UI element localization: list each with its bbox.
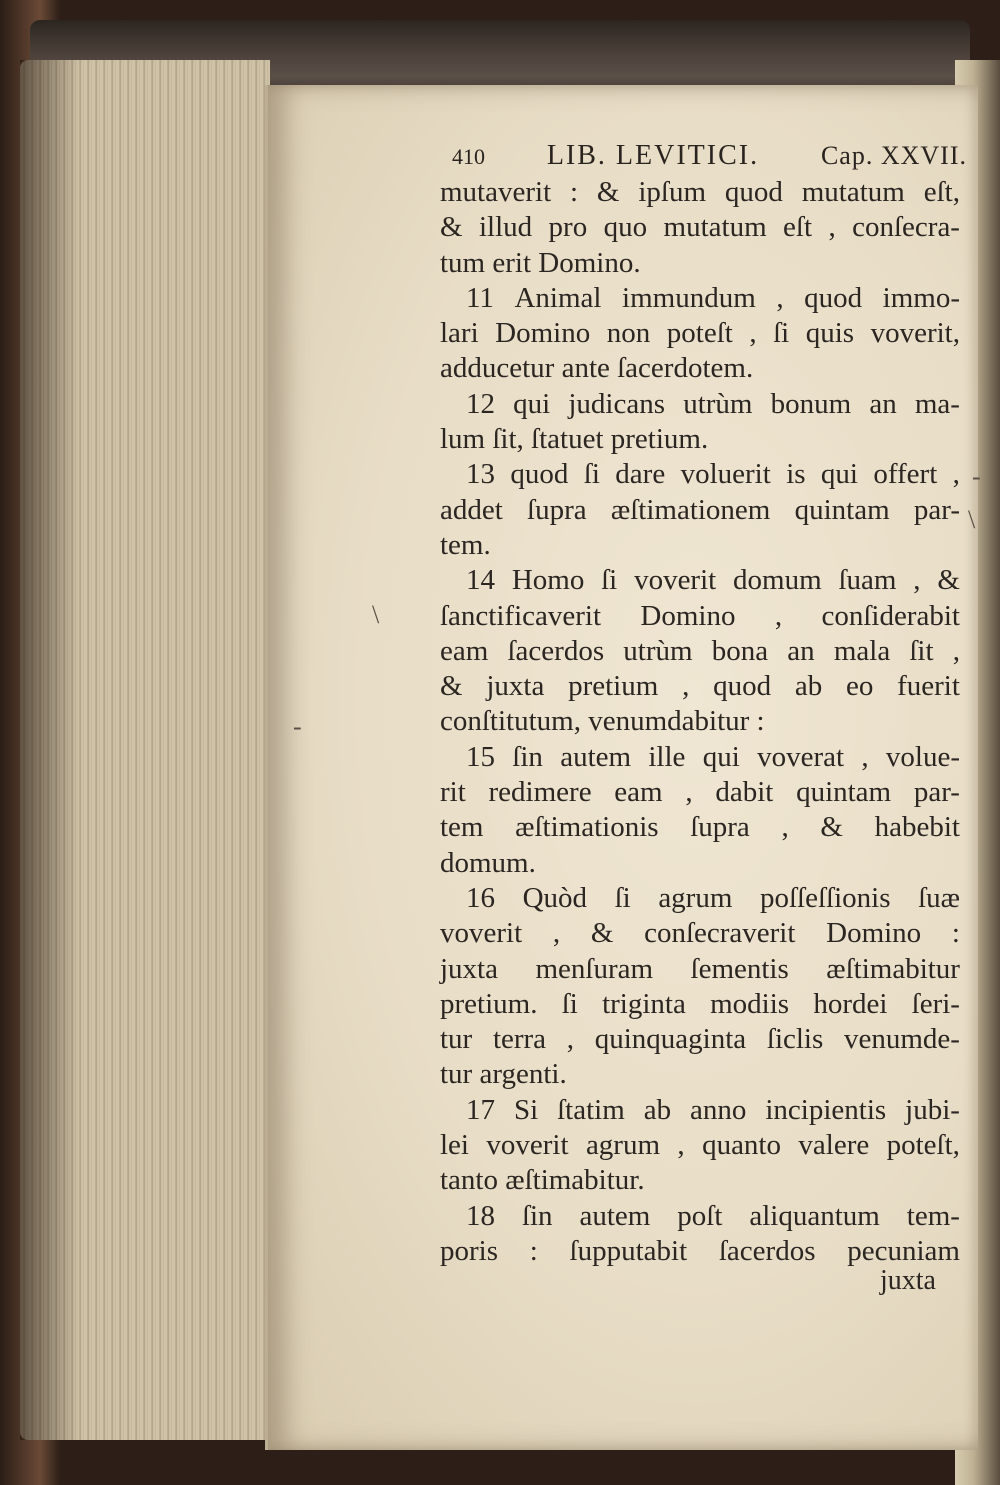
text-line: 11 Animal immundum , quod immo-	[466, 281, 960, 314]
text-line: & juxta pretium , quod ab eo fuerit	[440, 670, 960, 703]
text-line: 18 ſin autem poſt aliquantum tem-	[466, 1199, 960, 1232]
pencil-mark: \	[968, 505, 976, 534]
text-line: mutaverit : & ipſum quod mutatum eſt,	[440, 176, 960, 208]
text-line: tum erit Domino.	[440, 246, 641, 279]
text-line: addet ſupra æſtimationem quintam par-	[440, 493, 960, 526]
chapter-label: Cap. XXVII.	[820, 141, 967, 170]
text-line: tur argenti.	[440, 1058, 567, 1091]
page-stack	[20, 60, 270, 1440]
text-line: 13 quod ſi dare voluerit is qui offert ,	[466, 458, 960, 491]
text-line: tur terra , quinquaginta ſiclis venumde-	[440, 1023, 960, 1056]
pencil-mark: -	[972, 462, 981, 491]
text-line: ſanctificaverit Domino , conſiderabit	[440, 599, 960, 632]
text-line: lum ſit, ſtatuet pretium.	[440, 423, 709, 456]
pencil-mark: \	[372, 600, 380, 629]
text-line: poris : ſupputabit ſacerdos pecuniam	[440, 1234, 960, 1267]
text-line: & illud pro quo mutatum eſt , conſecra-	[440, 211, 960, 244]
text-line: adducetur ante ſacerdotem.	[440, 352, 754, 385]
text-line: tem æſtimationis ſupra , & habebit	[440, 811, 960, 844]
text-line: pretium. ſi triginta modiis hordei ſeri-	[440, 987, 960, 1020]
text-line: domum.	[440, 846, 536, 879]
page-number: 410	[452, 144, 485, 169]
text-line: lei voverit agrum , quanto valere poteſt,	[440, 1129, 960, 1162]
page-header	[452, 140, 967, 180]
text-line: 17 Si ſtatim ab anno incipientis jubi-	[466, 1093, 960, 1126]
text-line: rit redimere eam , dabit quintam par-	[440, 776, 960, 809]
text-line: 15 ſin autem ille qui voverat , volue-	[466, 740, 960, 773]
text-line: tanto æſtimabitur.	[440, 1164, 645, 1197]
body-text	[440, 175, 960, 1269]
text-line: voverit , & conſecraverit Domino :	[440, 917, 960, 950]
text-line: juxta menſuram ſementis æſtimabitur	[440, 952, 960, 985]
running-title: LIB. LEVITICI.	[546, 140, 760, 171]
text-line: 16 Quòd ſi agrum poſſeſſionis ſuæ	[466, 881, 960, 914]
text-line: 12 qui judicans utrùm bonum an ma-	[466, 387, 960, 420]
catchword: juxta	[880, 1265, 936, 1296]
text-line: 14 Homo ſi voverit domum ſuam , &	[466, 564, 960, 597]
text-line: eam ſacerdos utrùm bona an mala ſit ,	[440, 634, 960, 667]
text-line: lari Domino non poteſt , ſi quis voverit,	[440, 317, 960, 350]
text-line: tem.	[440, 528, 491, 561]
text-line: conſtitutum, venumdabitur :	[440, 705, 765, 738]
pencil-mark: -	[293, 712, 302, 741]
